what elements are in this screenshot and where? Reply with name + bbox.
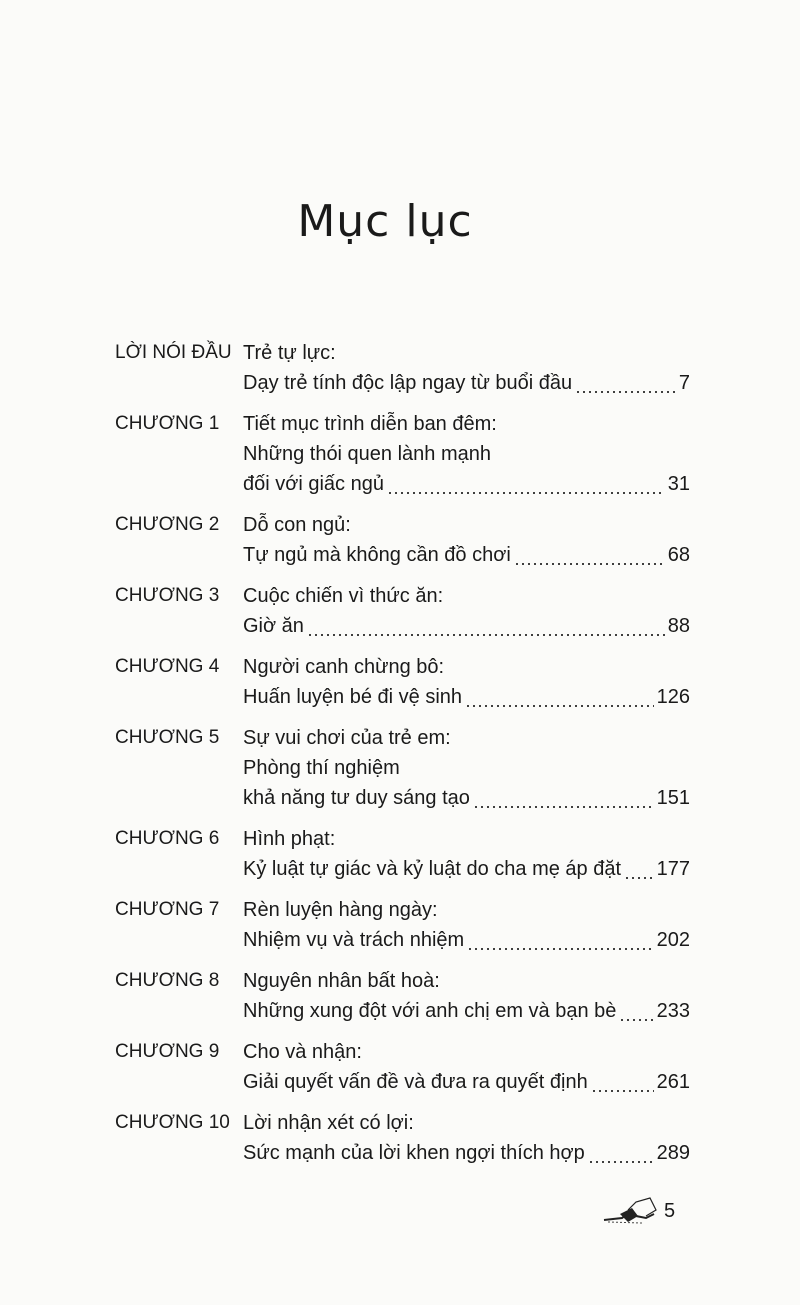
chapter-title-lines [243, 338, 690, 398]
toc-entry[interactable] [115, 510, 690, 570]
toc-entry[interactable] [115, 1108, 690, 1168]
chapter-label: CHƯƠNG 5 [115, 727, 220, 748]
chapter-title-text: Sự vui chơi của trẻ em: [243, 727, 451, 749]
chapter-label: CHƯƠNG 9 [115, 1041, 220, 1062]
dot-leader [307, 611, 665, 641]
dot-leader [591, 1067, 654, 1097]
chapter-title-line [243, 611, 690, 641]
chapter-title-lines [243, 824, 690, 884]
page-reference: 151 [656, 787, 690, 809]
chapter-label: LỜI NÓI ĐẦU [115, 342, 232, 363]
page-number: 5 [664, 1199, 676, 1222]
toc-entry[interactable] [115, 338, 690, 398]
chapter-title-line [243, 723, 690, 753]
chapter-title-line [243, 439, 690, 469]
chapter-title-text: Những thói quen lành mạnh [243, 443, 492, 465]
chapter-title-text: Tự ngủ mà không cần đồ chơi [243, 544, 511, 566]
chapter-title-text: Người canh chừng bô: [243, 656, 445, 678]
chapter-title-line [243, 753, 690, 783]
dot-leader [624, 854, 654, 884]
toc-entry[interactable] [115, 652, 690, 712]
dot-leader [575, 368, 676, 398]
toc-entry[interactable] [115, 824, 690, 884]
chapter-title-text: Dỗ con ngủ: [243, 514, 351, 536]
chapter-title-line [243, 824, 690, 854]
chapter-label: CHƯƠNG 8 [115, 970, 220, 991]
chapter-title-lines [243, 895, 690, 955]
dot-leader [387, 469, 665, 499]
toc-entry[interactable] [115, 895, 690, 955]
chapter-title-text: Phòng thí nghiệm [243, 757, 400, 779]
chapter-title-text: Nguyên nhân bất hoà: [243, 970, 440, 992]
chapter-title-line [243, 510, 690, 540]
page-reference: 7 [678, 372, 690, 394]
page-footer [602, 1196, 675, 1226]
chapter-title-line [243, 783, 690, 813]
page-title: Mục lục [297, 196, 473, 247]
dot-leader [514, 540, 665, 570]
toc-entry[interactable] [115, 409, 690, 499]
chapter-title-lines [243, 966, 690, 1026]
chapter-title-line [243, 540, 690, 570]
chapter-title-text: Kỷ luật tự giác và kỷ luật do cha mẹ áp đặt [243, 858, 622, 880]
chapter-title-line [243, 1138, 690, 1168]
chapter-title-text: đối với giấc ngủ [243, 473, 384, 495]
dot-leader [467, 925, 653, 955]
chapter-title-text: Dạy trẻ tính độc lập ngay từ buổi đầu [243, 372, 573, 394]
toc-entry[interactable] [115, 581, 690, 641]
chapter-title-line [243, 925, 690, 955]
page-reference: 289 [656, 1142, 690, 1164]
chapter-title-text: Huấn luyện bé đi vệ sinh [243, 686, 463, 708]
toc-entry[interactable] [115, 723, 690, 813]
chapter-title-lines [243, 581, 690, 641]
chapter-title-line [243, 1037, 690, 1067]
chapter-title-lines [243, 409, 690, 499]
chapter-title-text: khả năng tư duy sáng tạo [243, 787, 470, 809]
chapter-label: CHƯƠNG 2 [115, 514, 220, 535]
page-reference: 261 [656, 1071, 690, 1093]
chapter-title-text: Sức mạnh của lời khen ngợi thích hợp [243, 1142, 585, 1164]
chapter-title-text: Cuộc chiến vì thức ăn: [243, 585, 444, 607]
chapter-title-text: Giờ ăn [243, 615, 304, 637]
page-reference: 126 [656, 686, 690, 708]
chapter-title-text: Cho và nhận: [243, 1041, 362, 1063]
dot-leader [473, 783, 654, 813]
chapter-title-text: Giải quyết vấn đề và đưa ra quyết định [243, 1071, 588, 1093]
dot-leader [619, 996, 653, 1026]
chapter-label: CHƯƠNG 10 [115, 1112, 230, 1133]
chapter-label: CHƯƠNG 7 [115, 899, 220, 920]
chapter-title-text: Những xung đột với anh chị em và bạn bè [243, 1000, 617, 1022]
chapter-title-line [243, 966, 690, 996]
chapter-title-text: Hình phạt: [243, 828, 336, 850]
page-reference: 233 [656, 1000, 690, 1022]
page-reference: 88 [667, 615, 690, 637]
chapter-title-line [243, 469, 690, 499]
page-reference: 202 [656, 929, 690, 951]
chapter-label: CHƯƠNG 4 [115, 656, 220, 677]
dot-leader [588, 1138, 654, 1168]
chapter-title-line [243, 996, 690, 1026]
toc-entry[interactable] [115, 966, 690, 1026]
chapter-title-lines [243, 1108, 690, 1168]
chapter-title-text: Nhiệm vụ và trách nhiệm [243, 929, 465, 951]
chapter-title-line [243, 409, 690, 439]
chapter-label: CHƯƠNG 6 [115, 828, 220, 849]
chapter-title-line [243, 652, 690, 682]
chapter-title-lines [243, 510, 690, 570]
chapter-title-lines [243, 1037, 690, 1097]
chapter-label: CHƯƠNG 1 [115, 413, 220, 434]
toc-entry[interactable] [115, 1037, 690, 1097]
chapter-title-lines [243, 652, 690, 712]
chapter-title-line [243, 368, 690, 398]
chapter-title-line [243, 854, 690, 884]
chapter-title-line [243, 1067, 690, 1097]
table-of-contents [115, 338, 690, 1179]
chapter-title-line [243, 338, 690, 368]
chapter-title-line [243, 895, 690, 925]
page-reference: 177 [656, 858, 690, 880]
chapter-title-lines [243, 723, 690, 813]
page-reference: 31 [667, 473, 690, 495]
page-reference: 68 [667, 544, 690, 566]
chapter-title-line [243, 682, 690, 712]
chapter-title-text: Tiết mục trình diễn ban đêm: [243, 413, 497, 435]
chapter-title-text: Trẻ tự lực: [243, 342, 336, 364]
dot-leader [465, 682, 654, 712]
chapter-title-text: Lời nhận xét có lợi: [243, 1112, 414, 1134]
bird-ornament-icon [602, 1196, 662, 1226]
chapter-label: CHƯƠNG 3 [115, 585, 220, 606]
chapter-title-line [243, 581, 690, 611]
chapter-title-text: Rèn luyện hàng ngày: [243, 899, 438, 921]
chapter-title-line [243, 1108, 690, 1138]
